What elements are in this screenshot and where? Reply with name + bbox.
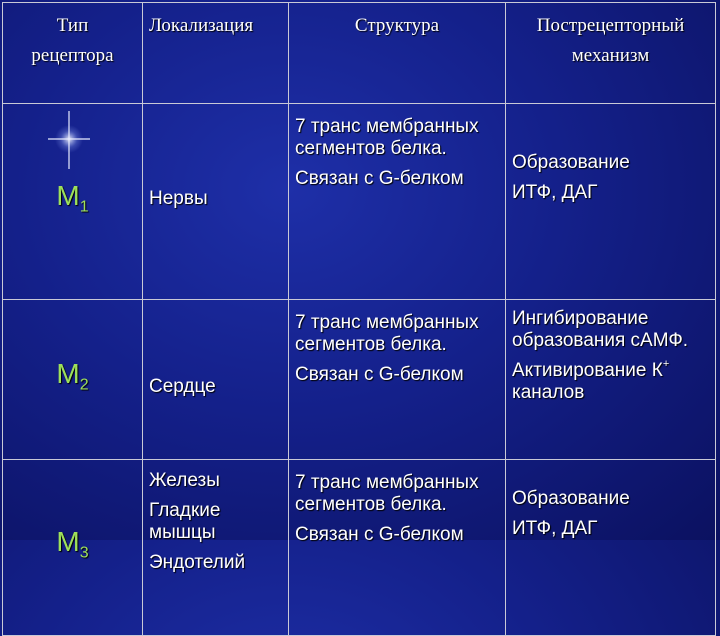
localization-cell xyxy=(143,460,289,636)
mechanism-text xyxy=(512,360,715,404)
structure-text: 7 транс мембранных сегментов белка. xyxy=(295,472,479,515)
header-text: Пострецепторный xyxy=(536,15,685,36)
table-row xyxy=(3,300,716,460)
header-localization xyxy=(143,3,289,104)
header-text: Тип xyxy=(56,15,89,36)
localization-text: Нервы xyxy=(149,187,208,209)
structure-text: Связан с G-белком xyxy=(295,524,464,545)
header-structure xyxy=(289,3,506,104)
structure-text: Связан с G-белком xyxy=(295,168,464,189)
localization-cell xyxy=(143,300,289,460)
structure-text: 7 транс мембранных сегментов белка. xyxy=(295,116,479,159)
mechanism-text: ИТФ, ДАГ xyxy=(512,518,598,539)
mechanism-cell xyxy=(506,104,716,300)
localization-text: Железы xyxy=(149,470,220,491)
receptor-subscript: 2 xyxy=(79,376,89,394)
receptor-letter: М xyxy=(56,179,80,211)
mechanism-text-part: Активирование К xyxy=(512,360,663,381)
mechanism-text: Образование xyxy=(512,152,630,173)
receptor-letter: М xyxy=(56,525,80,557)
localization-text: Гладкие мышцы xyxy=(149,500,221,543)
structure-text: 7 транс мембранных сегментов белка. xyxy=(295,312,479,355)
header-mechanism xyxy=(506,3,716,104)
mechanism-text: ИТФ, ДАГ xyxy=(512,182,598,203)
table-row xyxy=(3,104,716,300)
receptor-cell xyxy=(3,460,143,636)
header-text: Локализация xyxy=(149,15,254,36)
table-row xyxy=(3,460,716,636)
receptor-subscript: 1 xyxy=(79,198,89,216)
localization-cell xyxy=(143,104,289,300)
mechanism-cell xyxy=(506,460,716,636)
localization-text: Эндотелий xyxy=(149,552,246,573)
receptor-subscript: 3 xyxy=(79,544,89,562)
structure-cell xyxy=(289,300,506,460)
localization-text: Сердце xyxy=(149,375,216,397)
table-header-row xyxy=(3,3,716,104)
mechanism-text-part: каналов xyxy=(512,382,585,403)
header-text: механизм xyxy=(571,45,650,66)
mechanism-text: Ингибирование образования сАМФ. xyxy=(512,308,689,351)
structure-cell xyxy=(289,104,506,300)
receptor-cell xyxy=(3,300,143,460)
superscript-plus: + xyxy=(662,358,670,370)
mechanism-text: Образование xyxy=(512,488,630,509)
receptor-letter: М xyxy=(56,357,80,389)
header-text: Структура xyxy=(354,15,440,36)
header-text: рецептора xyxy=(31,45,114,66)
receptor-cell xyxy=(3,104,143,300)
receptor-table xyxy=(2,2,716,636)
mechanism-cell xyxy=(506,300,716,460)
header-receptor-type xyxy=(3,3,143,104)
structure-cell xyxy=(289,460,506,636)
structure-text: Связан с G-белком xyxy=(295,364,464,385)
